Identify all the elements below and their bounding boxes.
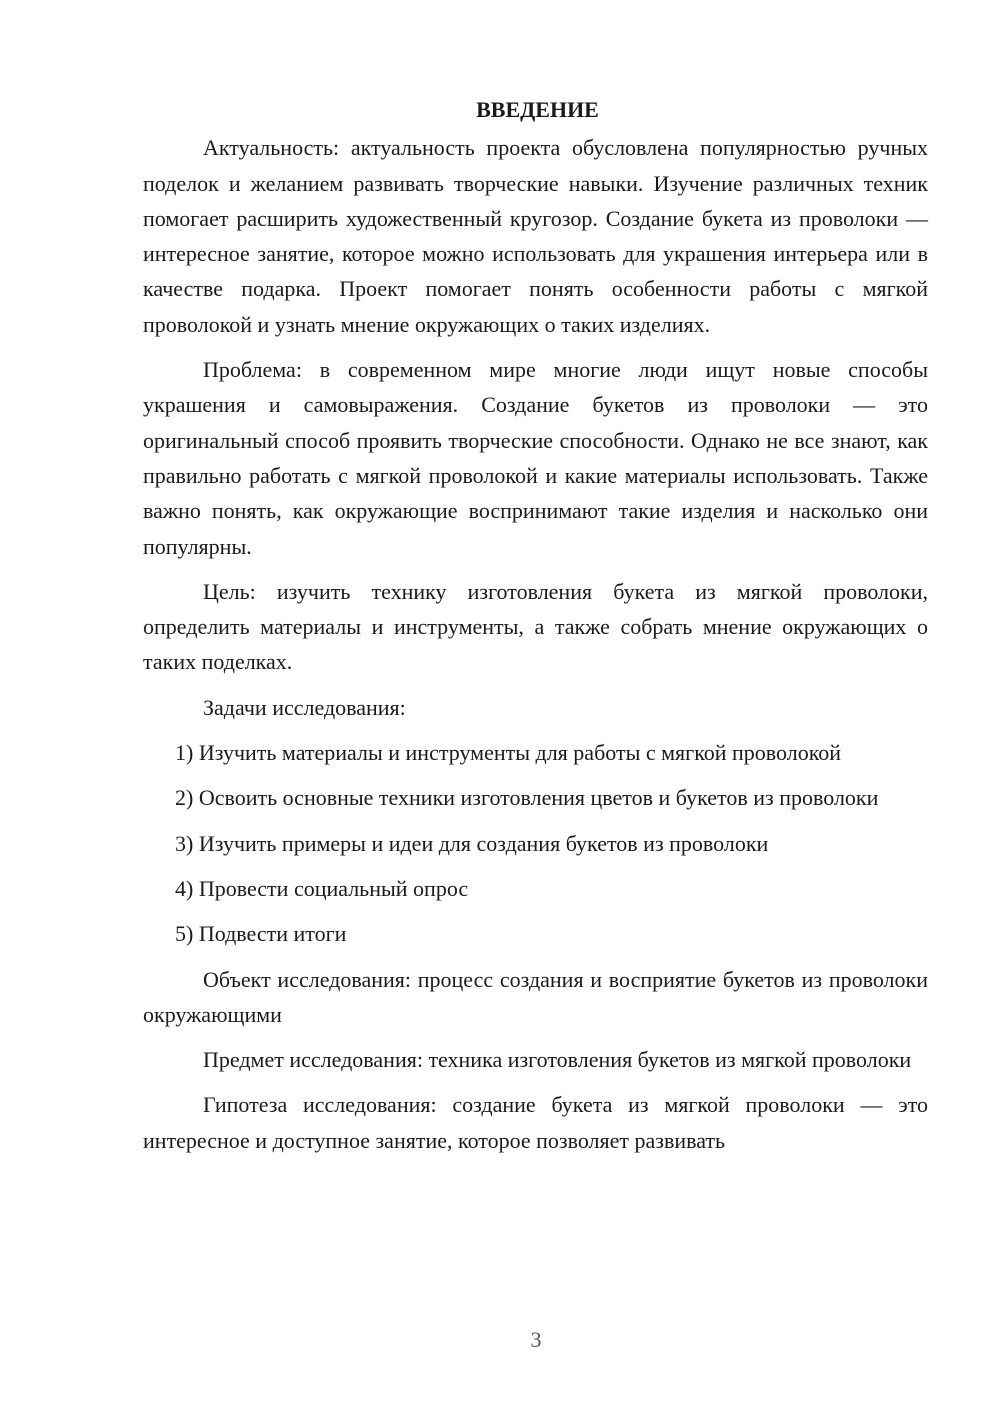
goal-paragraph: Цель: изучить технику изготовления букета из мягкой проволоки, определить материалы и инструменты, а также собрать мнение окружающих о таких поделках. [143,578,928,675]
relevance-paragraph: Актуальность: актуальность проекта обусловлена популярностью ручных поделок и желанием развивать творческие навыки. Изучение различных техник помогает расширить художественный кругозор. Создание букета из проволоки — интересное занятие, которое можно использовать для украшения интерьера или в качестве подарка. Проект помогает понять особенности работы с мягкой проволокой и узнать мнение окружающих о таких изделиях. [143,135,928,337]
section-title: ВВЕДЕНИЕ [476,97,599,122]
task-item: 3) Изучить примеры и идеи для создания букетов из проволоки [175,830,769,856]
task-item: 2) Освоить основные техники изготовления цветов и букетов из проволоки [175,785,879,811]
document-page [143,92,928,1168]
tasks-heading: Задачи исследования: [203,694,406,720]
task-item: 5) Подвести итоги [175,921,347,947]
subject-paragraph: Предмет исследования: техника изготовления букетов из мягкой проволоки [203,1047,912,1073]
task-item: 1) Изучить материалы и инструменты для работы с мягкой проволокой [175,740,842,766]
hypothesis-paragraph: Гипотеза исследования: создание букета из мягкой проволоки — это интересное и доступное занятие, которое позволяет развивать [143,1092,928,1153]
problem-paragraph: Проблема: в современном мире многие люди ищут новые способы украшения и самовыражения. Создание букетов из проволоки — это оригинальный способ проявить творческие способности. Однако не все знают, как правильно работать с мягкой проволокой и какие материалы использовать. Также важно понять, как окружающие воспринимают такие изделия и насколько они популярны. [143,357,928,559]
page-number: 3 [530,1327,542,1352]
task-item: 4) Провести социальный опрос [175,875,469,901]
object-paragraph: Объект исследования: процесс создания и восприятие букетов из проволоки окружающими [143,966,928,1027]
